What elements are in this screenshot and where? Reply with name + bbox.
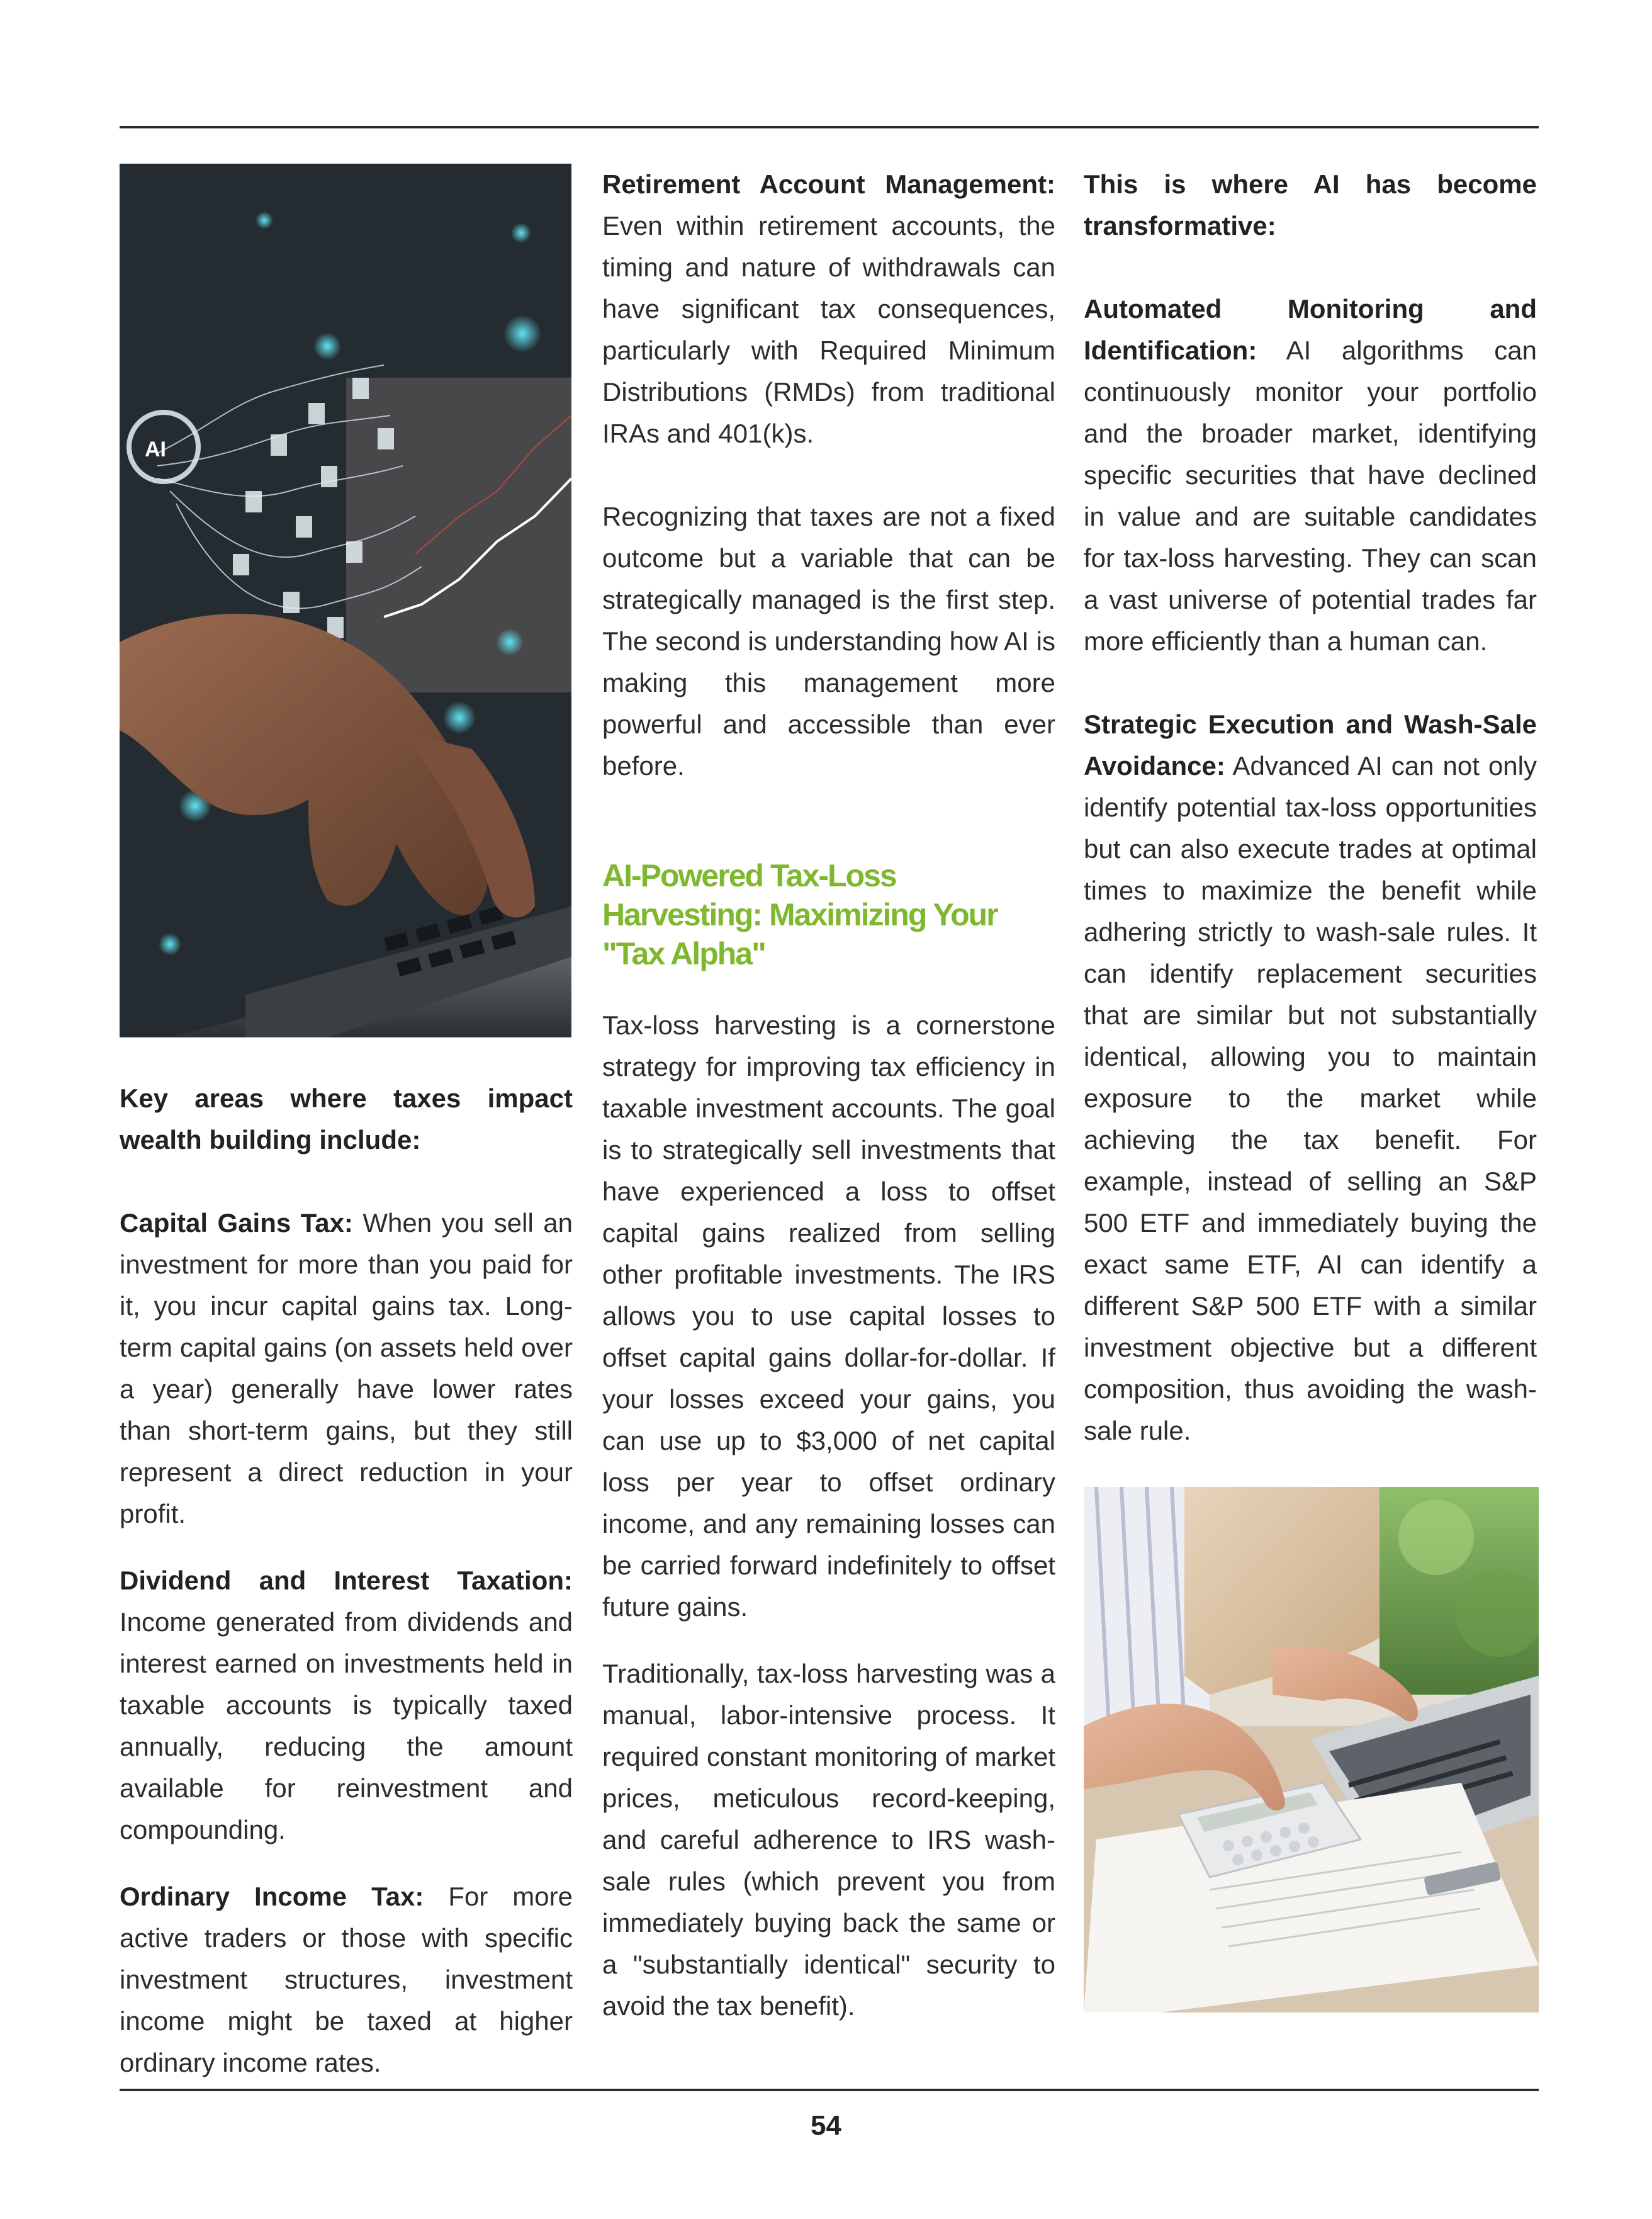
retirement-title: Retirement Account Management: bbox=[602, 169, 1055, 199]
ordinary-income-title: Ordinary Income Tax: bbox=[120, 1882, 424, 1911]
capital-gains-text: When you sell an investment for more than you paid for it, you incur capital gains tax. Long-term capital gains (on assets held over a year) generally have lower rates than short-term gains, but they still represent a direct reduction in your profit. bbox=[120, 1208, 573, 1528]
recognizing-paragraph: Recognizing that taxes are not a fixed outcome but a variable that can be strategically managed is the first step. The second is understanding how AI is making this management more powerful and accessible than ever before. bbox=[602, 502, 1055, 781]
monitoring-title: Automated Monitoring and Identification: bbox=[1084, 294, 1537, 365]
header-rule bbox=[120, 126, 1539, 128]
execution-text: Advanced AI can not only identify potential tax-loss opportunities but can also execute trades at optimal times to maximize the benefit while adhering strictly to wash-sale rules. It can identify replacement securities that are similar but not substantially identical, allowing you to maintain exposure to the market while achieving the tax benefit. For example, instead of selling an S&P 500 ETF and immediately buying the exact same ETF, AI can identify a different S&P 500 ETF with a similar investment objective but a different composition, thus avoiding the wash-sale rule. bbox=[1084, 751, 1537, 1445]
monitoring-text: AI algorithms can continuously monitor your portfolio and the broader market, identifying specific securities that have declined in value and are suitable candidates for tax-loss harvesting. They can scan a vast universe of potential trades far more efficiently than a human can. bbox=[1084, 336, 1537, 656]
key-areas-intro bbox=[120, 1078, 573, 1161]
ordinary-income-text: For more active traders or those with specific investment structures, investment income might be taxed at higher ordinary income rates. bbox=[120, 1882, 573, 2077]
traditional-harvesting-paragraph: Traditionally, tax-loss harvesting was a manual, labor-intensive process. It required constant monitoring of market prices, meticulous record-keeping, and careful adherence to IRS wash-sale rules (which prevent you from immediately buying back the same or a "substantially identical" security to avoid the tax benefit). bbox=[602, 1659, 1055, 2021]
transformative-intro-text: This is where AI has become transformative: bbox=[1084, 169, 1537, 240]
page-number: 54 bbox=[811, 2110, 841, 2141]
column-middle bbox=[602, 164, 1055, 2052]
section-heading: AI-Powered Tax-Loss Harvesting: Maximizing Your "Tax Alpha" bbox=[602, 858, 997, 971]
execution-paragraph bbox=[1084, 704, 1537, 1452]
ordinary-income-paragraph bbox=[120, 1876, 573, 2084]
dividend-interest-paragraph bbox=[120, 1560, 573, 1851]
ai-laptop-illustration bbox=[120, 164, 571, 1037]
column-left bbox=[120, 164, 573, 2109]
ai-badge: AI bbox=[145, 438, 166, 461]
retirement-text: Even within retirement accounts, the timing and nature of withdrawals can have significant tax consequences, particularly with Required Minimum Distributions (RMDs) from traditional IRAs and 401(k)s. bbox=[602, 211, 1055, 448]
transformative-intro bbox=[1084, 164, 1537, 247]
execution-title: Strategic Execution and Wash-Sale Avoidance: bbox=[1084, 709, 1537, 781]
tax-loss-harvesting-paragraph: Tax-loss harvesting is a cornerstone strategy for improving tax efficiency in taxable investment accounts. The goal is to strategically sell investments that have experienced a loss to offset capital gains realized from selling other profitable investments. The IRS allows you to use capital losses to offset capital gains dollar-for-dollar. If your losses exceed your gains, you can use up to $3,000 of net capital loss per year to offset ordinary income, and any remaining losses can be carried forward indefinitely to offset future gains. bbox=[602, 1010, 1055, 1622]
retirement-paragraph bbox=[602, 164, 1055, 455]
calculator-laptop-photo bbox=[1084, 1487, 1539, 2013]
ai-laptop-photo bbox=[120, 164, 571, 1037]
dividend-interest-text: Income generated from dividends and interest earned on investments held in taxable accounts is typically taxed annually, reducing the amount available for reinvestment and compounding. bbox=[120, 1607, 573, 1844]
dividend-interest-title: Dividend and Interest Taxation: bbox=[120, 1566, 573, 1595]
capital-gains-title: Capital Gains Tax: bbox=[120, 1208, 353, 1238]
capital-gains-paragraph bbox=[120, 1202, 573, 1535]
calculator-illustration bbox=[1084, 1487, 1539, 2013]
key-areas-intro-text: Key areas where taxes impact wealth building include: bbox=[120, 1083, 573, 1155]
column-right bbox=[1084, 164, 1537, 2013]
monitoring-paragraph bbox=[1084, 288, 1537, 662]
footer-rule bbox=[120, 2089, 1539, 2091]
